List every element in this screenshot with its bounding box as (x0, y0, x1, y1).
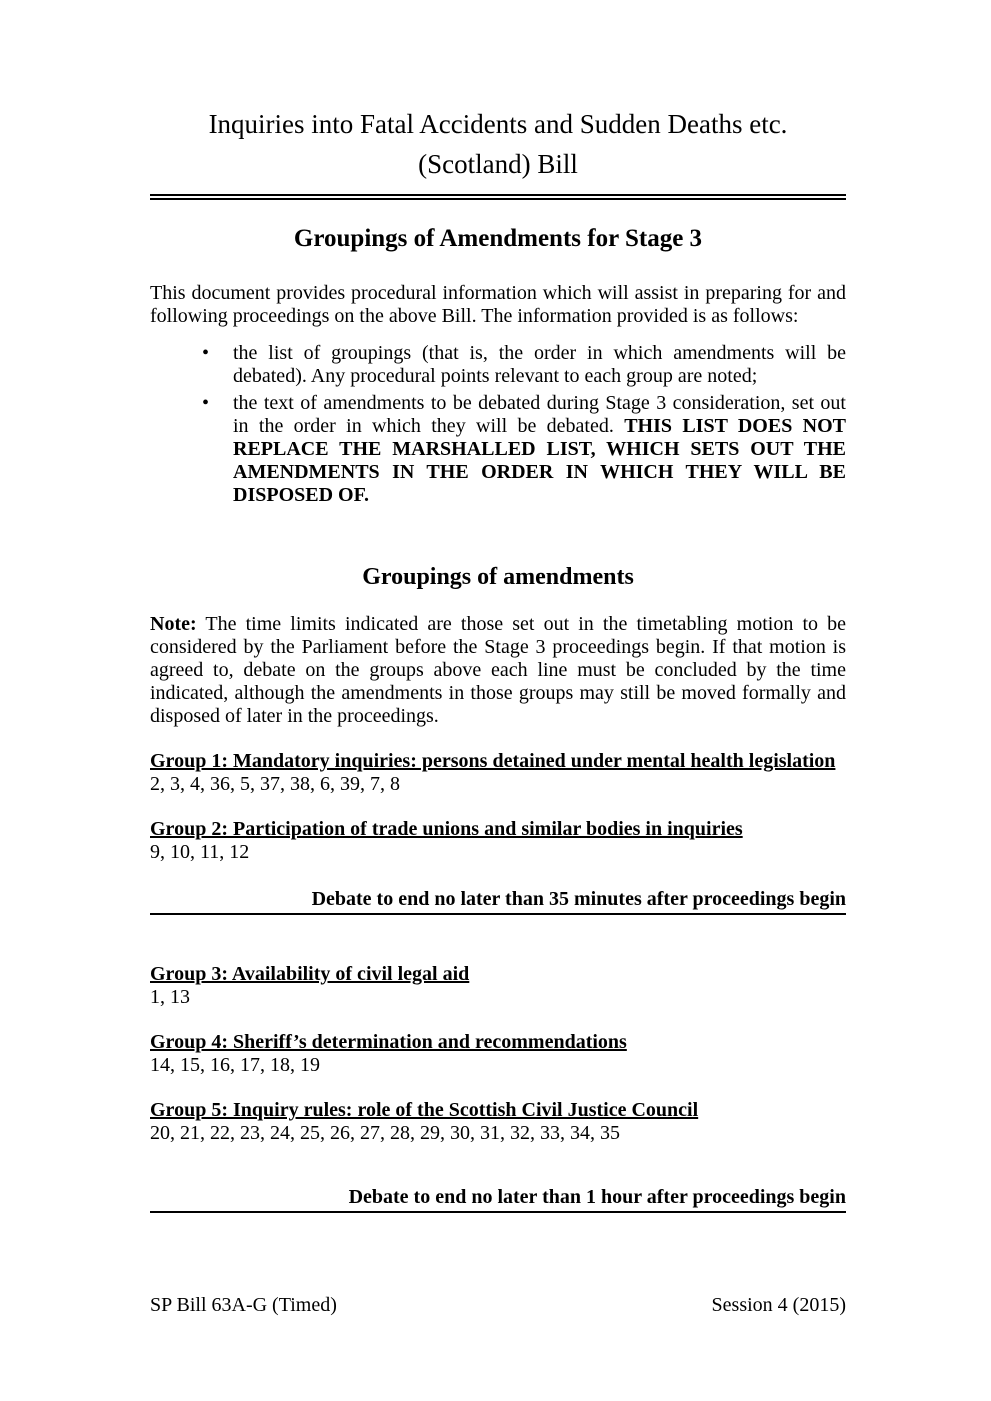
document-title-line1: Inquiries into Fatal Accidents and Sudden Deaths etc. (208, 109, 788, 139)
document-title-line2: (Scotland) Bill (418, 149, 578, 179)
group-5-heading: Group 5: Inquiry rules: role of the Scottish Civil Justice Council (150, 1099, 699, 1121)
group-3-heading: Group 3: Availability of civil legal aid (150, 963, 470, 985)
note-text: The time limits indicated are those set out in the timetabling motion to be considered by the Parliament before the Stage 3 proceedings begin. If that motion is agreed to, debate on the groups above each line must be concluded by the time indicated, although the amendments in those groups may still be moved formally and disposed of later in the proceedings. (150, 613, 847, 727)
page-footer (150, 1294, 846, 1317)
group-4-amendments: 14, 15, 16, 17, 18, 19 (150, 1054, 320, 1076)
group-3-amendments: 1, 13 (150, 986, 190, 1008)
title-divider-rule (150, 194, 846, 200)
section-heading: Groupings of amendments (362, 564, 634, 590)
note-paragraph (150, 613, 846, 728)
group-5 (150, 1099, 846, 1145)
group-5-amendments: 20, 21, 22, 23, 24, 25, 26, 27, 28, 29, 30, 31, 32, 33, 34, 35 (150, 1122, 620, 1144)
group-4-heading: Group 4: Sheriff’s determination and recommendations (150, 1031, 627, 1053)
document-content (150, 0, 846, 1213)
stage3-heading: Groupings of Amendments for Stage 3 (293, 225, 703, 252)
note-label: Note: (150, 613, 197, 635)
group-4 (150, 1031, 846, 1077)
bullet-bold-text: THIS LIST DOES NOT REPLACE THE MARSHALLED LIST, WHICH SETS OUT THE AMENDMENTS IN THE ORDER IN WHICH THEY WILL BE DISPOSED OF. (233, 415, 846, 506)
bullet-icon: • (202, 342, 210, 364)
bullet-text: the text of amendments to be debated during Stage 3 consideration, set out in the order in which they will be debated. (233, 392, 846, 437)
intro-bullet-list (150, 342, 846, 507)
footer-session: Session 4 (2015) (711, 1294, 846, 1316)
group-2-heading: Group 2: Participation of trade unions and similar bodies in inquiries (150, 818, 743, 840)
bullet-text: the list of groupings (that is, the order in which amendments will be debated). Any procedural points relevant to each group are noted; (233, 342, 846, 387)
bullet-item (150, 392, 846, 507)
time-limit-1: Debate to end no later than 35 minutes after proceedings begin (150, 888, 846, 915)
bullet-icon: • (202, 392, 210, 414)
intro-paragraph: This document provides procedural information which will assist in preparing for and following proceedings on the above Bill. The information provided is as follows: (150, 282, 846, 327)
group-1-heading: Group 1: Mandatory inquiries: persons detained under mental health legislation (150, 750, 836, 772)
footer-bill-reference: SP Bill 63A-G (Timed) (150, 1294, 337, 1316)
document-title (150, 104, 846, 184)
time-limit-2: Debate to end no later than 1 hour after proceedings begin (150, 1186, 846, 1213)
group-1 (150, 750, 846, 796)
group-2 (150, 818, 846, 864)
group-2-amendments: 9, 10, 11, 12 (150, 841, 250, 863)
group-1-amendments: 2, 3, 4, 36, 5, 37, 38, 6, 39, 7, 8 (150, 773, 400, 795)
bullet-item (150, 342, 846, 388)
group-3 (150, 963, 846, 1009)
